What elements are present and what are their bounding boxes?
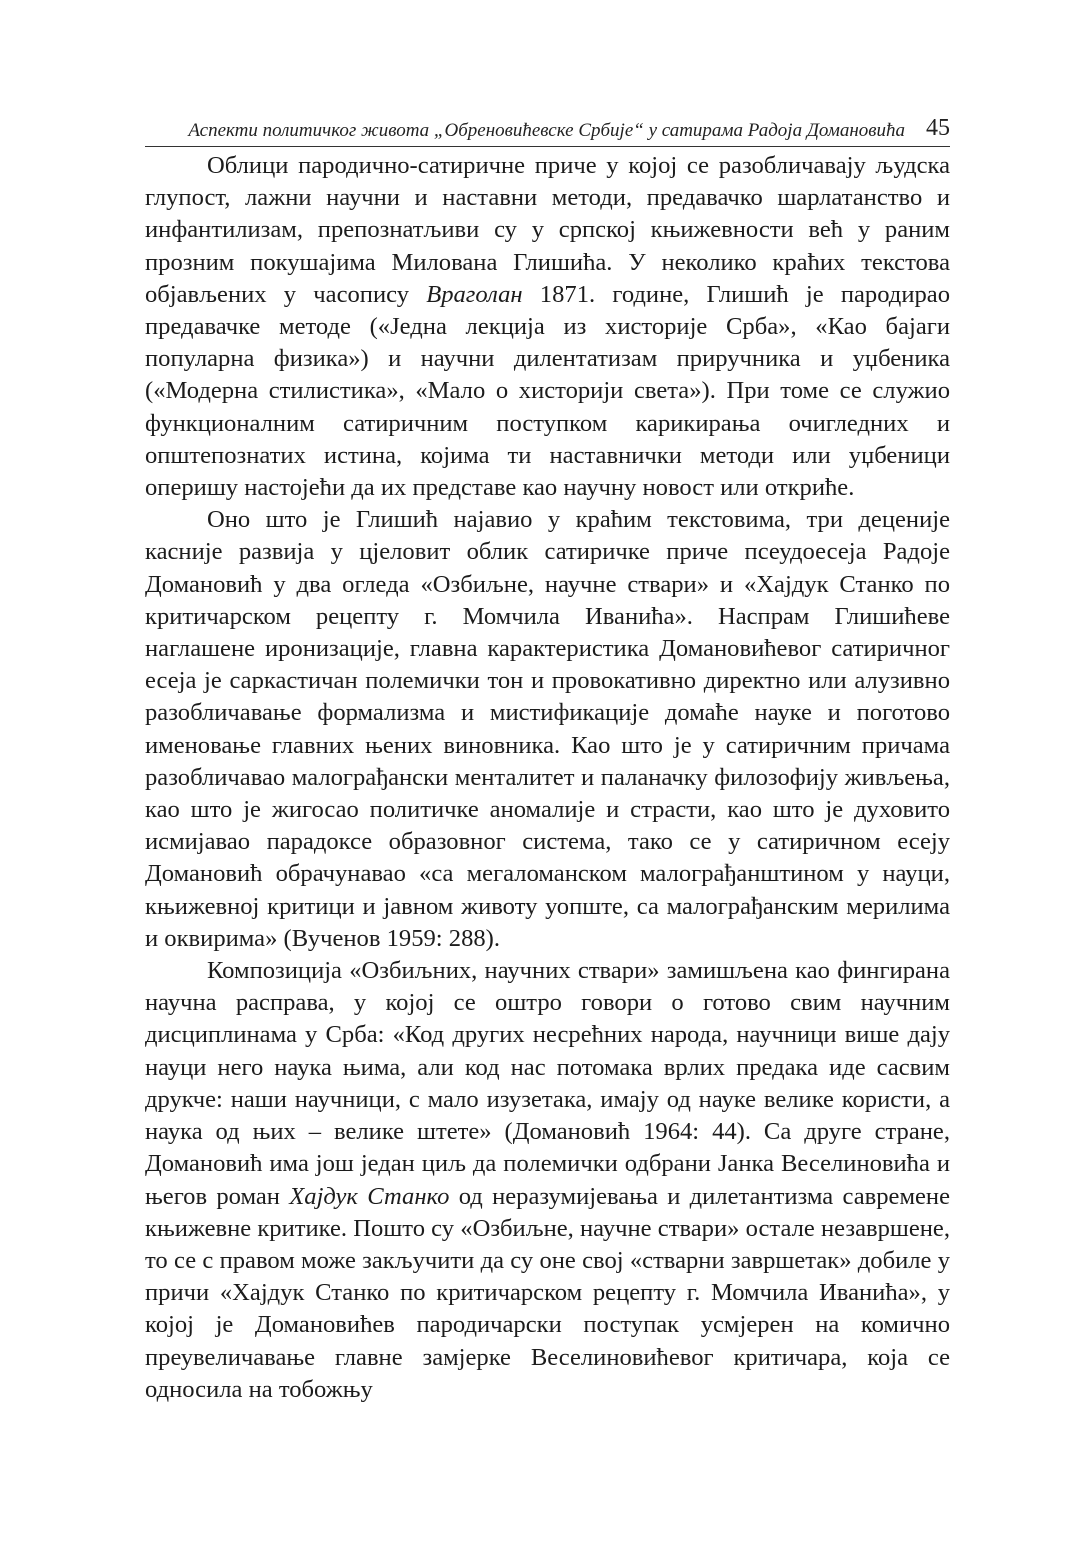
- paragraph-1-text-rest: 1871. године, Глишић је пародирао предавачке методе («Једна лекција из хисторије Срба», «Као бајаги популарна физика») и научни дилентатизам приручника и уџбеника («Модерна стилистика», «Мало о хисторији света»). При томе се служио функционалним сатиричним поступком карикирања очигледних и општепознатих истина, којима ти наставнички методи или уџбеници оперишу настојећи да их представе као научну новост или откриће.: [145, 280, 950, 502]
- page-number: 45: [926, 115, 950, 141]
- running-header: [145, 112, 950, 147]
- journal-title-vragolan: Враголан: [426, 280, 523, 308]
- running-title: Аспекти политичког живота „Обреновићевске Србије“ у сатирама Радоја Домановића: [188, 120, 905, 141]
- paragraph-3: [145, 955, 950, 1406]
- paragraph-2: [145, 504, 950, 955]
- paragraph-3-text-rest: од неразумијевања и дилетантизма савремене књижевне критике. Пошто су «Озбиљне, научне ствари» остале незавршене, то се с правом може закључити да су оне свој «стварни завршетак» добиле у причи «Хајдук Станко по критичарском рецепту г. Момчила Иванића», у којој је Домановићев пародичарски поступак усмјерен на комично преувеличавање главне замјерке Веселиновићевог критичара, која се односила на тобожњу: [145, 1182, 951, 1403]
- paragraph-2-text: Оно што је Глишић најавио у краћим текстовима, три деценије касније развија у цјеловит облик сатиричке приче псеудоесеја Радоје Домановић у два огледа «Озбиљне, научне ствари» и «Хајдук Станко по критичарском рецепту г. Момчила Иванића». Наспрам Глишићеве наглашене иронизације, главна карактеристика Домановићевог сатиричног есеја је саркастичан полемички тон и провокативно директно или алузивно разобличавање формализма и мистификације домаће науке и поготово именовање главних њених виновника. Као што је у сатиричним причама разобличавао малограђански менталитет и паланачку филозофију живљења, као што је жигосао политичке аномалије и страсти, као што је духовито исмијавао парадоксе образовног система, тако се у сатиричном есеју Домановић обрачунавао «са мегаломанском малограђанштином у науци, књижевној критици и јавном животу уопште, са малограђанским мерилима и оквирима» (Вученов 1959: 288).: [145, 506, 950, 952]
- novel-title-hajduk-stanko: Хајдук Станко: [289, 1182, 450, 1210]
- body-text: [145, 150, 950, 1406]
- paragraph-1: [145, 150, 950, 504]
- paragraph-1-text: Облици пародично-сатиричне приче у којој се разобличавају људска глупост, лажни научни и наставни методи, предавачко шарлатанство и инфантилизам, препознатљиви су у српској књижевности већ у раним прозним покушајима Милована Глишића. У неколико краћих текстова објављених у часопису: [145, 152, 950, 308]
- paragraph-3-text: Композиција «Озбиљних, научних ствари» замишљена као фингирана научна расправа, у којој се оштро говори о готово свим научним дисциплинама у Срба: «Код других несрећних народа, научници више дају науци него наука њима, али код нас потомака врлих предака иде сасвим друкче: наши научници, с мало изузетака, имају од науке велике користи, а наука од њих – велике штете» (Домановић 1964: 44). Са друге стране, Домановић има још један циљ да полемички одбрани Јанка Веселиновића и његов роман: [145, 957, 950, 1210]
